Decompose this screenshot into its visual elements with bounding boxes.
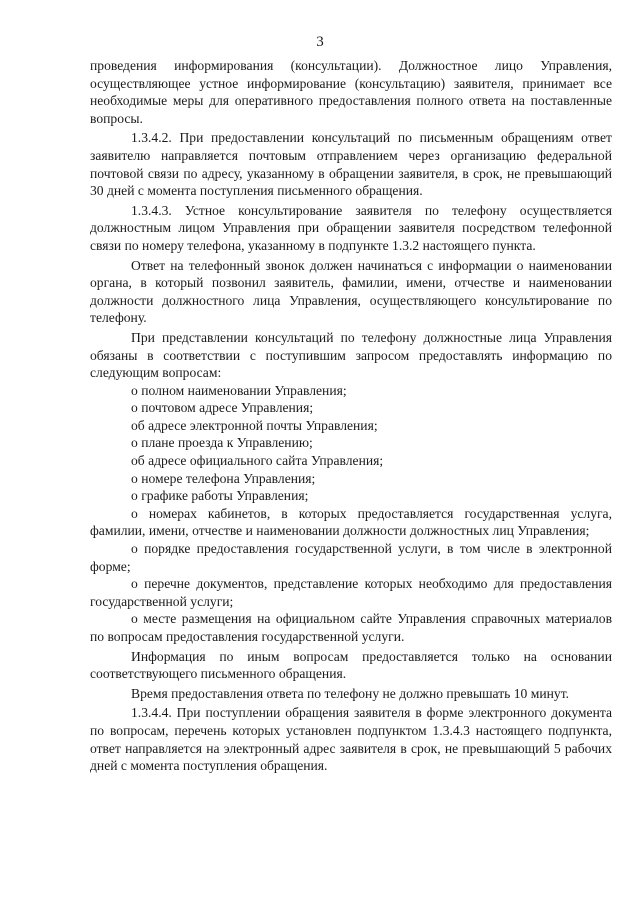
list-item: об адресе официального сайта Управления; <box>131 453 384 469</box>
paragraph: Информация по иным вопросам предоставляется только на основании соответствующего письменного обращения. <box>90 648 612 682</box>
paragraph: 1.3.4.2. При предоставлении консультаций по письменным обращениям ответ заявителю направляется почтовым отправлением через организацию федеральной почтовой связи по адресу, указанному в обращении заявителя, в срок, не превышающий 30 дней с момента поступления письменного обращения. <box>90 130 612 199</box>
list-item: о месте размещения на официальном сайте Управления справочных материалов по вопросам предоставления государственной услуги. <box>90 611 612 644</box>
list-item: о графике работы Управления; <box>131 488 309 504</box>
document-body <box>90 57 612 775</box>
paragraph: 1.3.4.3. Устное консультирование заявителя по телефону осуществляется должностным лицом Управления при обращении заявителя посредством телефонной связи по номеру телефона, указанному в подпункте 1.3.2 настоящего пункта. <box>90 202 612 253</box>
list-item: о полном наименовании Управления; <box>131 382 347 398</box>
list-item: о почтовом адресе Управления; <box>131 400 314 416</box>
paragraph: Время предоставления ответа по телефону не должно превышать 10 минут. <box>131 685 570 701</box>
paragraph: Ответ на телефонный звонок должен начинаться с информации о наименовании органа, в который позвонил заявитель, фамилии, имени, отчестве и наименовании должности должностного лица Управления, осуществляющего консультирование по телефону. <box>90 257 612 326</box>
list-item: о номере телефона Управления; <box>131 470 316 486</box>
page-number: 3 <box>316 34 324 50</box>
list-item: о номерах кабинетов, в которых предоставляется государственная услуга, фамилии, имени, отчестве и наименовании должности должностных лиц Управления; <box>90 505 612 539</box>
list-item: о перечне документов, представление которых необходимо для предоставления государственной услуги; <box>90 576 612 609</box>
list-item: о плане проезда к Управлению; <box>131 435 313 451</box>
paragraph: При представлении консультаций по телефону должностные лица Управления обязаны в соответствии с поступившим запросом предоставлять информацию по следующим вопросам: <box>90 329 612 381</box>
list-item: о порядке предоставления государственной услуги, в том числе в электронной форме; <box>90 541 612 574</box>
list-item: об адресе электронной почты Управления; <box>131 417 378 433</box>
paragraph: 1.3.4.4. При поступлении обращения заявителя в форме электронного документа по вопросам, перечень которых установлен подпунктом 1.3.4.3 настоящего подпункта, ответ направляется на электронный адрес заявителя в срок, не превышающий 5 рабочих дней с момента поступления обращения. <box>90 705 612 774</box>
paragraph: проведения информирования (консультации). Должностное лицо Управления, осуществляющее устное информирование (консультацию) заявителя, принимает все необходимые меры для оперативного предоставления полного ответа на поставленные вопросы. <box>90 58 612 126</box>
